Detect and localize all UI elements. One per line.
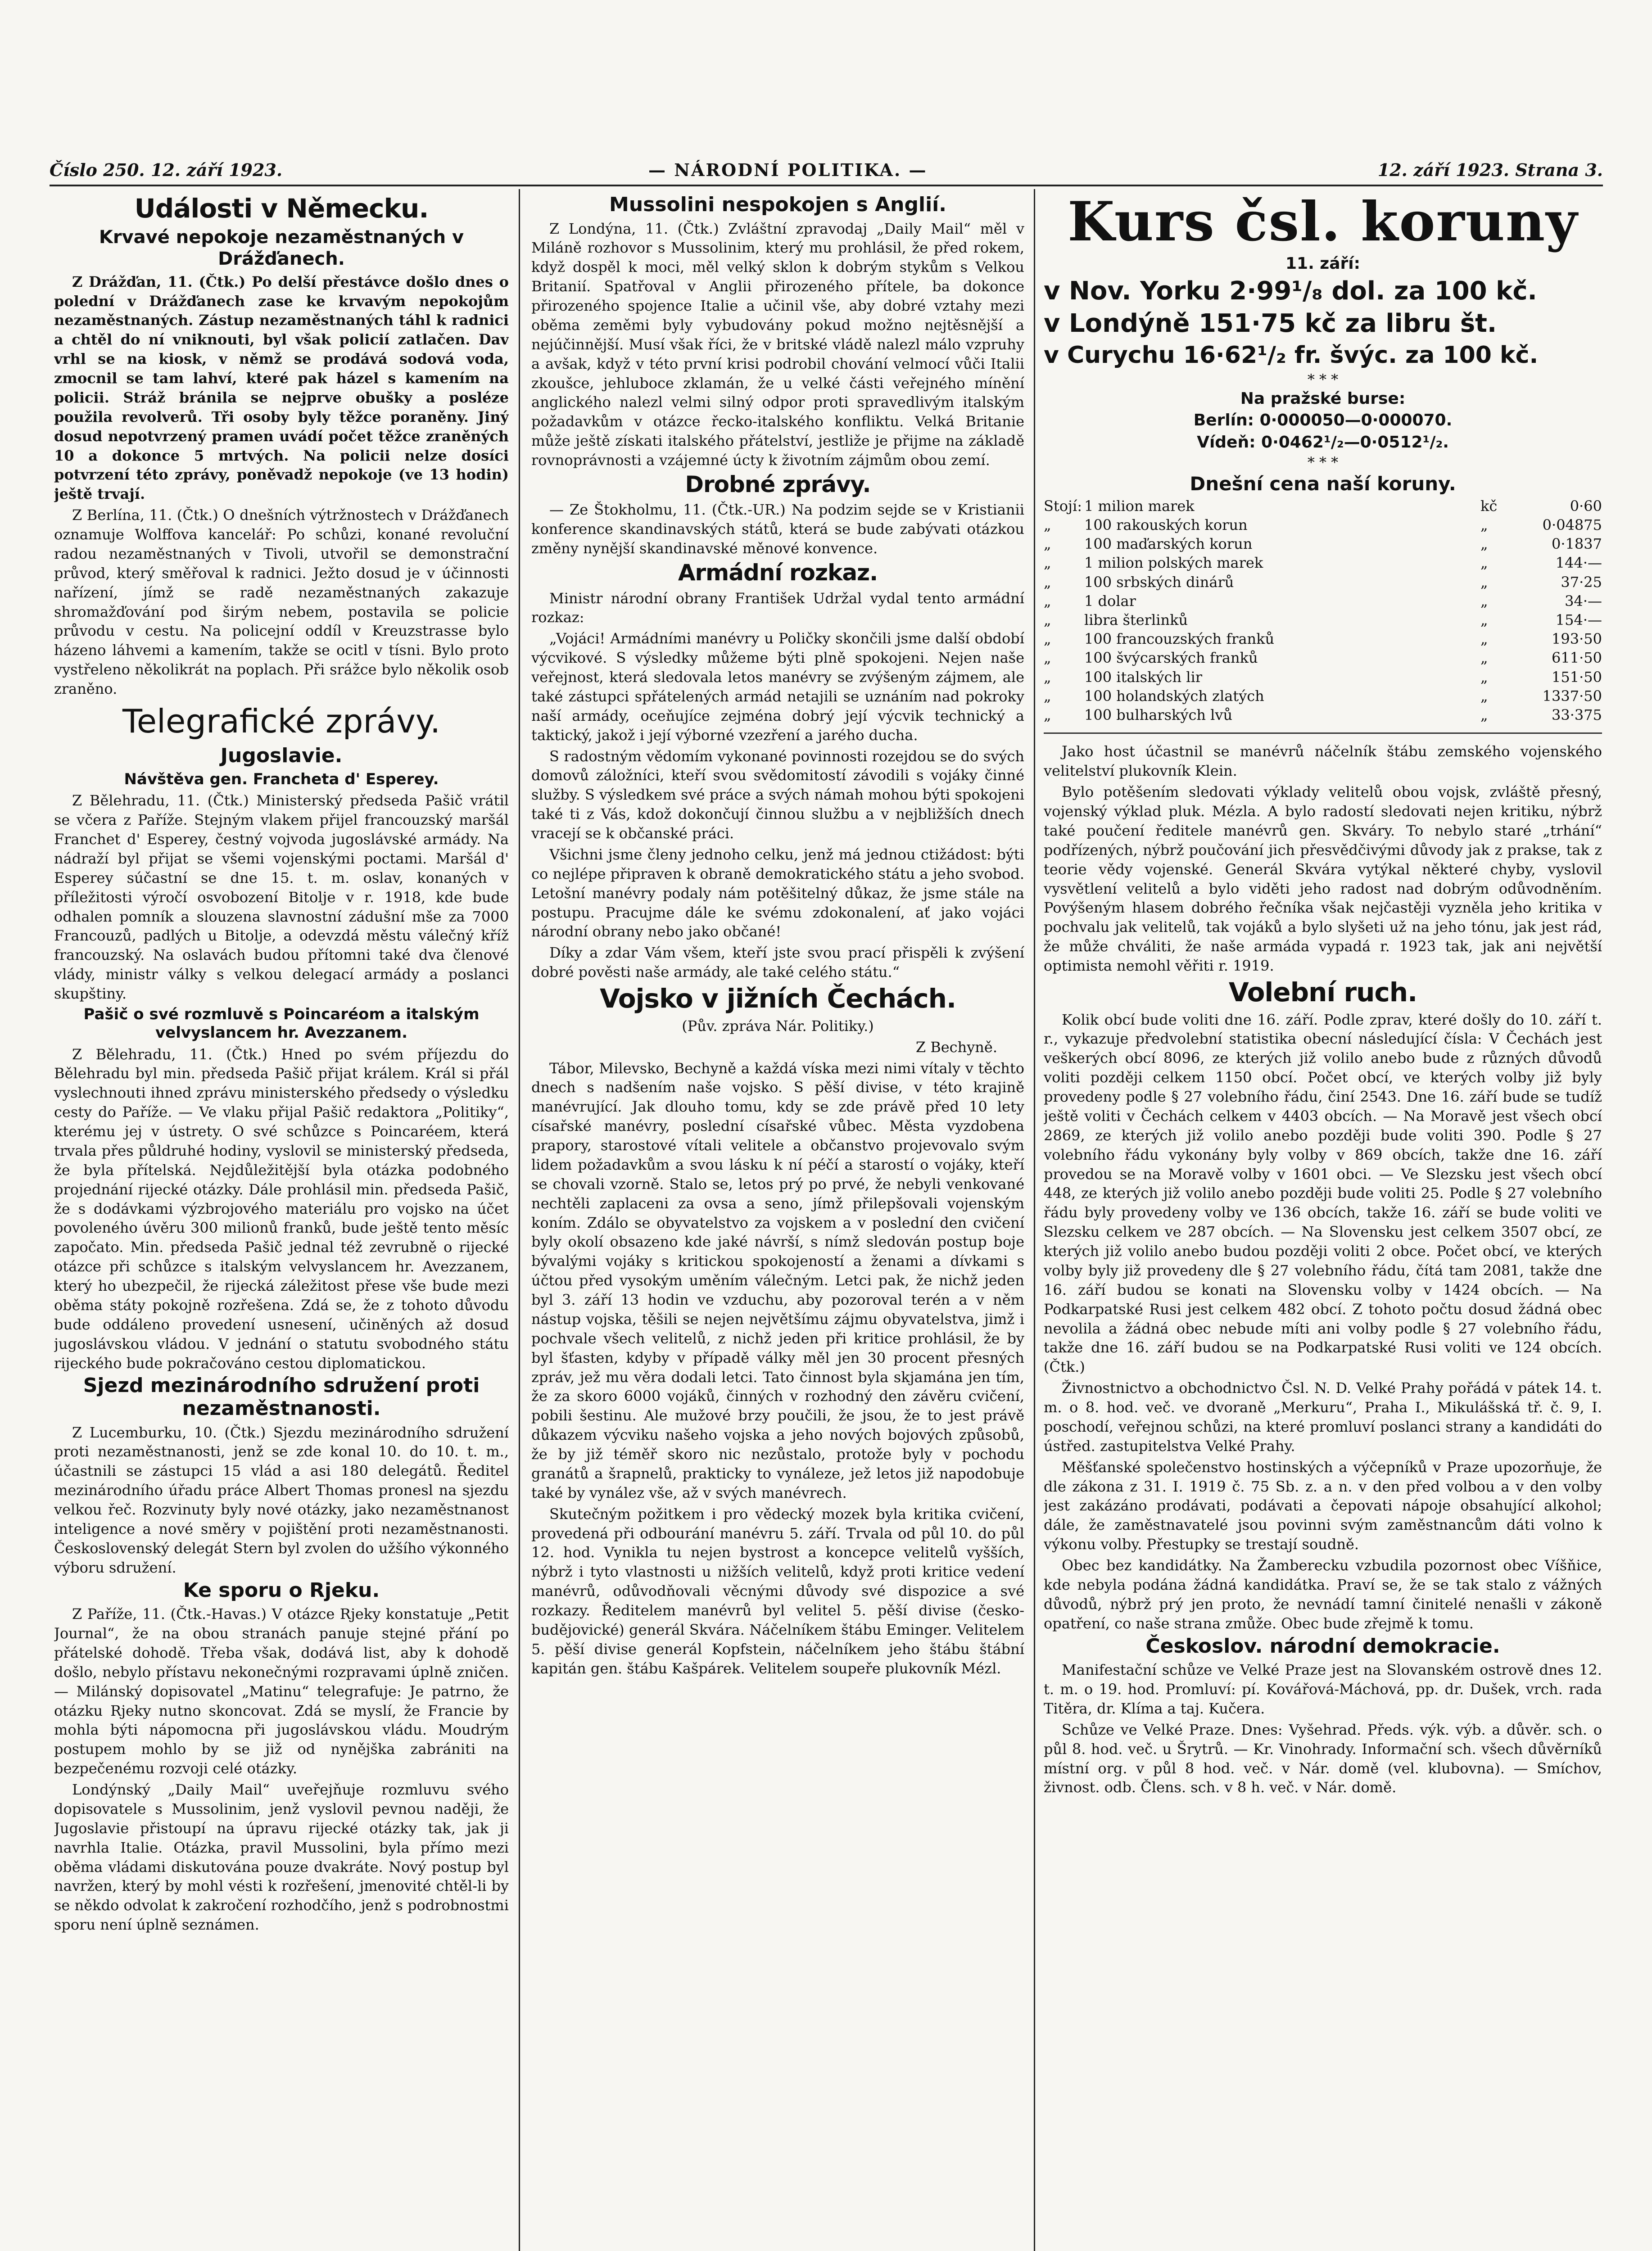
currency-label: 100 srbských dinárů [1084, 573, 1234, 591]
section-title: Telegrafické zprávy. [122, 702, 441, 740]
vienna-rate: Vídeň: 0·0462¹/₂—0·0512¹/₂. [1197, 433, 1449, 452]
currency-label: 100 rakouských korun [1084, 516, 1248, 533]
divider [1044, 732, 1602, 734]
article-source: (Pův. zpráva Nár. Politiky.) [682, 1017, 874, 1035]
currency-lead: „ [1044, 535, 1051, 553]
paragraph: Z Bělehradu, 11. (Čtk.) Hned po svém příjezdu do Bělehradu byl min. předseda Pašič přijat králem. Král si přál vyslechnouti ihned zprávu ministerského předsedy o výsledku cesty do Paříže. — Ve vlaku přijal Pašič redaktora „Politiky“, kterému jej v ústrety. O své schůzce s Poincaréem, která trvala přes půldruhé hodiny, vyslovil se ministerský předseda, že byla přítelská. Nejdůležitější byla otázka podobného projednání rijecké otázky. Dále prohlásil min. předseda Pašič, že s dodávkami výzbrojového materiálu pro vojsko na účet povoleného úvěru 300 milionů franků, bude ještě tento měsíc započato. Min. předseda Pašič jednal též zevrubně o rijecké otázce při schůzce s italským velvyslancem hr. Avezzanem, který ho ubezpečil, že rijecká záležitost přese vše bude mezi oběma státy pokojně rozřešena. Zdá se, že z tohoto důvodu bude oddáleno provedení usnesení, učiněných až dosud jugoslávskou vládou. V jednání o statutu svobodného státu rijeckého bude pokračováno cestou diplomatickou. [54, 1045, 509, 1372]
paragraph: Jako host účastnil se manévrů náčelník štábu zemského vojenského velitelství plukovník Klein. [1044, 743, 1602, 780]
rate-line: v Curychu 16·62¹/₂ fr. švýc. za 100 kč. [1044, 342, 1539, 369]
article-subhead: Pašič o své rozmluvě s Poincaréom a italským velvyslancem hr. Avezzanem. [83, 1005, 480, 1042]
currency-label: 1 dolar [1084, 592, 1136, 610]
currency-value: 611·50 [1552, 649, 1602, 667]
paragraph: Schůze ve Velké Praze. Dnes: Vyšehrad. Předs. výk. výb. a důvěr. sch. o půl 8. hod. več. u Šrytrů. — Kr. Vinohrady. Informační sch. všech důvěrníků místní org. v půl 8 hod. več. v Nár. domě (vel. klubovna). — Smíchov, živnost. odb. Člens. sch. v 8 h. več. v Nár. domě. [1044, 1721, 1602, 1796]
currency-value: 144·— [1555, 554, 1602, 572]
currency-row [1044, 687, 1602, 705]
currency-row [1044, 648, 1602, 667]
article-title: Volební ruch. [1228, 976, 1417, 1008]
currency-unit: „ [1480, 535, 1488, 553]
paragraph: Bylo potěšením sledovati výklady velitelů obou vojsk, zvláště přesný, vojenský výklad pluk. Mézla. A bylo radostí sledovati nejen kritiku, nýbrž také poučení ředitele manévrů gen. Skváry. To nebylo staré „trhání“ podřízených, nýbrž poučování jich přesvědčivými důvody jak z prakse, tak z teorie vědy vojenské. Generál Skvára vytýkal některé chyby, vyslovil vysvětlení velitelů a bylo viděti jeho radost nad dobrým odůvodněním. Povýšeným hlasem dobrého řečníka však nejčastěji vyzněla jeho kritika v pochvalu jak velitelů, tak vojáků a bylo slyšeti už na jeho tónu, jak jest rád, že může chváliti, že naše armáda vypadá r. 1923 tak, jak ani největší optimista nemohl věřiti r. 1919. [1044, 783, 1602, 974]
currency-unit: „ [1480, 592, 1488, 610]
column-1 [54, 194, 509, 2251]
currency-unit: „ [1480, 573, 1488, 591]
currency-row [1044, 534, 1602, 553]
column-rule-1 [519, 189, 520, 2251]
currency-unit: „ [1480, 516, 1488, 533]
paragraph: Skutečným požitkem i pro vědecký mozek byla kritika cvičení, provedená při odbourání manévru 5. září. Trvala od půl 10. do půl 12. hod. Vynikla tu nejen bystrost a koncepce velitelů vyšších, nýbrž i tyto vlastnosti u nižších velitelů, když proti kritice vedení manévrů, odůvodňovali věcnými důvody své dispozice a své rozkazy. Ředitelem manévrů byl velitel 5. pěší divise (česko-budějovické) generál Skvára. Náčelníkem štábu Eminger. Velitelem 5. pěší divise generál Kopfstein, náčelníkem jeho štábu štábní kapitán gen. štábu Kašpárek. Velitelem soupeře plukovník Mézl. [531, 1505, 1024, 1677]
exchange-rate-title: Kurs čsl. koruny [1068, 194, 1578, 253]
paragraph: Manifestační schůze ve Velké Praze jest na Slovanském ostrově dnes 12. t. m. o 19. hod. Promluví: pí. Kovářová-Máchová, pp. dr. Dušek, vrch. rada Titěra, dr. Klíma a taj. Kučera. [1044, 1661, 1602, 1717]
column-2 [531, 194, 1024, 2251]
currency-table [1044, 497, 1602, 725]
currency-row [1044, 515, 1602, 534]
article-title: Drobné zprávy. [685, 471, 871, 497]
currency-value: 33·375 [1552, 706, 1602, 724]
paragraph: Díky a zdar Vám všem, kteří jste svou prací přispěli k zvýšení dobré pověsti naše armády, ale také celého státu.“ [531, 944, 1024, 981]
page-info: 12. září 1923. Strana 3. [1377, 160, 1603, 180]
currency-value: 154·— [1555, 611, 1602, 628]
section-subtitle: Jugoslavie. [220, 744, 343, 767]
currency-label: 100 holandských zlatých [1084, 687, 1264, 705]
paragraph: Z Drážďan, 11. (Čtk.) Po delší přestávce došlo dnes o polední v Drážďanech zase ke krvavým nepokojům nezaměstnaných. Zástup nezaměstnaných táhl k radnici a chtěl do ní vniknouti, byl však policií zatlačen. Dav vrhl se na kiosk, v němž se prodává sodová voda, zmocnil se tam lahví, které pak házel s kamením na policii. Stráž bránila se nejprve obušky a posléze použila revolverů. Tři osoby byly těžce poraněny. Jiný dosud nepotvrzený pramen uvádí počet těžce zraněných 10 a dokonce 5 mrtvých. Na policii nelze dosíci potvrzení této zprávy, poněvadž nepokoje (ve 13 hodin) ještě trvají. [54, 273, 509, 503]
column-rule-2 [1034, 189, 1035, 2251]
currency-lead: „ [1044, 687, 1051, 705]
berlin-rate: Berlín: 0·000050—0·000070. [1193, 411, 1453, 430]
currency-row [1044, 610, 1602, 629]
masthead: — NÁRODNÍ POLITIKA. — [648, 160, 928, 180]
paragraph: Londýnský „Daily Mail“ uveřejňuje rozmluvu svého dopisovatele s Mussolinim, jenž vyslovil pevnou naději, že Jugoslavie přistoupí na úpravu rijecké otázky tak, jak ji navrhla Italie. Otázka, pravil Mussolini, byla přímo mezi oběma vládami diskutována pouze dvakráte. Nový postup byl navržen, který by mohl vésti k rozřešení, jmenovité chtěl-li by se někdo odvolat k zakročení rozhodčího, jenž s podrobnostmi sporu není úplně seznámen. [54, 1781, 509, 1934]
currency-lead: „ [1044, 516, 1051, 533]
currency-unit: „ [1480, 554, 1488, 572]
paragraph: S radostným vědomím vykonané povinnosti rozejdou se do svých domovů záložníci, kteří svou svědomitostí závodili s vojáky činné služby. S výsledkem své práce a svých námah mohou býti spokojeni také ti z Vás, kdož dokončují činnou službu a v nejbližších dnech vracejí se k občanské práci. [531, 747, 1024, 842]
currency-unit: „ [1480, 649, 1488, 667]
paragraph: Ministr národní obrany František Udržal vydal tento armádní rozkaz: [531, 589, 1024, 626]
article-subtitle: Krvavé nepokoje nezaměstnaných v Drážďanech. [99, 226, 464, 269]
currency-label: 100 maďarských korun [1084, 535, 1253, 553]
paragraph: Živnostnictvo a obchodnictvo Čsl. N. D. Velké Prahy pořádá v pátek 14. t. m. o 8. hod. več. ve dvoraně „Merkuru“, Praha I., Mikulášská tř. č. 9, I. poschodí, veřejnou schůzi, na které promluví poslanci strany a kandidáti do ústřed. zastupitelstva Velké Prahy. [1044, 1379, 1602, 1455]
currency-row [1044, 705, 1602, 724]
article-title: Události v Německu. [134, 194, 429, 224]
divider-stars: * * * [1307, 453, 1339, 471]
currency-lead: „ [1044, 573, 1051, 591]
article-title: Mussolini nespokojen s Anglií. [609, 194, 946, 216]
paragraph: Z Londýna, 11. (Čtk.) Zvláštní zpravodaj „Daily Mail“ měl v Miláně rozhovor s Mussolinim, který mu prohlásil, že před rokem, když dospěl k moci, měl velký sklon k dobrým stykům s Velkou Britanií. Spatřoval v Anglii přirozeného přítele, ba dokonce přirozeného spojence Italie a učinil vše, aby dobré vztahy mezi oběma zeměmi byly vybudovány pokud možno nejtěsnější a nejúčinnější. Musí však říci, že v britské vládě nalezl málo vzpruhy a avšak, když v této první krisi podrobil chování velmocí vůči Italii zkoušce, jehluboce zklamán, že u velké části veřejného mínění anglického nalezl velmi silný odpor proti spravedlivým italským požadavkům v otázce řecko-italského konfliktu. Velká Britanie může ještě získati italského přátelství, jestliže je přijme na základě rovnoprávnosti a vzájemné úcty k životním zájmům obou zemí. [531, 220, 1024, 469]
currency-row [1044, 592, 1602, 610]
currency-unit: „ [1480, 687, 1488, 705]
currency-unit: „ [1480, 668, 1488, 686]
currency-row [1044, 553, 1602, 572]
currency-unit: kč [1480, 497, 1498, 515]
article-title: Armádní rozkaz. [678, 560, 878, 586]
paragraph: Z Bělehradu, 11. (Čtk.) Ministerský předseda Pašič vrátil se včera z Paříže. Stejným vlakem přijel francouzský maršál Franchet d' Esperey, čestný vojvoda jugoslávské armády. Na nádraží byl přijat se všemi vojenskými poctami. Maršál d' Esperey súčastní se dne 15. t. m. oslav, konaných v příležitosti výročí osvobození Bitolje v r. 1918, kde bude odhalen pomník a slouzena slavnostní zádušní mše za 7000 Francouzů, padlých u Bitolje, a odevzdá městu válečný kříž francouzský. Na oslavách budou přítomni také dva členové vlády, ministr války s velkou delegací armády a poslanci skupštiny. [54, 792, 509, 1003]
paragraph: Obec bez kandidátky. Na Žamberecku vzbudila pozornost obec Víšňice, kde nebyla podána žádná kandidátka. Praví se, že se tak stalo z vážných důvodů, nýbrž prý jen proto, že nevnádí tamní činitelé nenašli v zákoně opatření, co naše strana zmůže. Obec bude zřejmě k tomu. [1044, 1557, 1602, 1632]
currency-row [1044, 497, 1602, 515]
paragraph: Měšťanské společenstvo hostinských a výčepníků v Praze upozorňuje, že dle zákona z 31. I. 1919 č. 75 Sb. z. a n. v den před volbou a v den volby jest zakázáno prodávati, podávati a čepovati nápoje obsahující alkohol; dále, že zaměstnavatelé jsou povinni svým zaměstnancům dáti volno k výkonu volby. Přestupky se trestají soudně. [1044, 1458, 1602, 1553]
issue-info: Číslo 250. 12. září 1923. [50, 160, 283, 180]
currency-lead: „ [1044, 554, 1051, 572]
header-rule [50, 185, 1603, 186]
currency-label: 100 francouzských franků [1084, 630, 1275, 648]
currency-value: 37·25 [1561, 573, 1602, 591]
currency-value: 34·— [1565, 592, 1602, 610]
rate-line: v Londýně 151·75 kč za libru št. [1044, 309, 1497, 339]
currency-lead: „ [1044, 706, 1051, 724]
article-title: Vojsko v jižních Čechách. [600, 983, 956, 1014]
currency-row [1044, 629, 1602, 648]
paragraph: Tábor, Milevsko, Bechyně a každá víska mezi nimi vítaly v těchto dnech s nadšením naše vojsko. S pěší divise, v této krajině manévrující. Jak dlouho tomu, kdy se zde právě před 10 lety císařské manévry, poslední císařské vůbec. Města vyzdobena prapory, starostové vítali velitele a občanstvo projevovalo svým lidem požadavkům a svou lásku k ní péčí a starostí o vojáky, kteří se chovali vzorně. Stalo se, letos prý po prvé, že nebyli venkované nechtěli zaplaceni za ovsa a seno, jímž přilepšovali vojenským koním. Zdálo se obyvatelstvo za vojskem a v poslední den cvičení byly okolí obsazeno kde jaké návrší, s nímž sledován postup boje bývalými vojáky s kritickou spokojeností a ženami a dívkami s účtou před vysokým uměním válečným. Letci pak, že nichž jeden byl 3. září 13 hodin ve vzduchu, aby pozoroval terén a v něm nástup vojska, těšili se nejen největšímu zájmu obyvatelstva, jimž i pochvale všech velitelů, z nichž jeden při kritice prohlásil, že by byl šťasten, kdyby v případě války měl jen 30 procent přesných zpráv, jež mu věra dodali letci. Tato činnost byla skjamána jen tím, že za skoro 6000 vojáků, činných v rozhodný den závěru cvičení, pobili šestinu. Ale mužové brzy poučili, že jsou, že to jest právě důkazem výcviku našeho vojska a jeho nových bojových způsobů, že by již téměř skoro nic nezůstalo, protože byly v pochodu granátů a šrapnelů, prakticky to vynáleze, jež letos již napodobuje také by vynález vše, až v svých manévrech. [531, 1059, 1024, 1501]
currency-label: 1 milion polských marek [1084, 554, 1263, 572]
currency-row [1044, 668, 1602, 687]
currency-label: libra šterlinků [1084, 611, 1188, 628]
currency-unit: „ [1480, 611, 1488, 628]
paragraph: „Vojáci! Armádními manévry u Poličky skončili jsme další období výcvikové. S výsledky můžeme býti plně spokojeni. Nejen naše veřejnost, která sledovala letos manévry se zvýšeným zájmem, ale také zástupci spřátelených armád netajili se uznáním nad pokroky naší armády, oceňujíce zejména dobrý její výcvik technický a taktický, jakož i její výborné vzezření a jarého ducha. [531, 630, 1024, 744]
currency-unit: „ [1480, 706, 1488, 724]
currency-label: 100 bulharských lvů [1084, 706, 1233, 724]
paragraph: Všichni jsme členy jednoho celku, jenž má jednou ctižádost: býti co nejlépe připraven k obraně demokratického státu a jeho svobod. Letošní manévry podaly nám potěšitelný důkaz, že jsme stále na postupu. Pracujme dále ke svému zdokonalení, ať jako vojáci národní obrany nebo jako občané! [531, 845, 1024, 940]
currency-value: 0·1837 [1552, 535, 1602, 553]
dateline: Z Bechyně. [915, 1038, 997, 1056]
page-header [50, 160, 1603, 187]
currency-lead: „ [1044, 668, 1051, 686]
article-title: Sjezd mezinárodního sdružení proti nezaměstnanosti. [83, 1374, 480, 1420]
currency-value: 193·50 [1552, 630, 1602, 648]
divider-stars: * * * [1307, 371, 1339, 388]
paragraph: Z Paříže, 11. (Čtk.-Havas.) V otázce Rjeky konstatuje „Petit Journal“, že na obou stranách panuje stejné přání po přátelské dohodě. Třeba však, dodává list, aby k dohodě došlo, nebylo přístavu nekonečnými rozpravami úplně zničen. — Milánský dopisovatel „Matinu“ telegrafuje: Je patrno, že otázku Rjeky nutno skoncovat. Zdá se myslí, že Francie by mohla býti nápomocna při jugoslávskou vládu. Moudrým postupem mohlo by se již od nynějška zabrániti na bezpečenému rozvoji celé otázky. [54, 1605, 509, 1777]
currency-label: 100 švýcarských franků [1084, 649, 1258, 667]
article-title: Ke sporu o Rjeku. [183, 1578, 380, 1602]
currency-label: 100 italských lir [1084, 668, 1203, 686]
currency-lead: „ [1044, 630, 1051, 648]
paragraph: Z Lucemburku, 10. (Čtk.) Sjezdu mezinárodního sdružení proti nezaměstnanosti, jenž se zde konal 10. do 10. t. m., účastnili se zástupci 15 vlád a asi 180 delegátů. Ředitel mezinárodního úřadu práce Albert Thomas pronesl na sjezdu velkou řeč. Rozvinuty byly nové otázky, jako nezaměstnanost inteligence a nové směry v pojištění proti nezaměstnanosti. Československý delegát Stern byl zvolen do užšího výkonného výboru sdružení. [54, 1424, 509, 1576]
currency-lead: „ [1044, 649, 1051, 667]
price-subhead: Dnešní cena naší koruny. [1190, 472, 1456, 495]
currency-lead: „ [1044, 611, 1051, 628]
currency-value: 1337·50 [1542, 687, 1602, 705]
article-title: Českoslov. národní demokracie. [1145, 1634, 1500, 1658]
currency-value: 151·50 [1552, 668, 1602, 686]
currency-value: 0·04875 [1542, 516, 1602, 533]
currency-label: 1 milion marek [1084, 497, 1195, 515]
exchange-subhead: Na pražské burse: [1240, 389, 1406, 408]
rate-line: v Nov. Yorku 2·99¹/₈ dol. za 100 kč. [1044, 276, 1537, 306]
column-3 [1044, 194, 1602, 2251]
currency-unit: „ [1480, 630, 1488, 648]
currency-lead: Stojí: [1044, 497, 1082, 515]
paragraph: Kolik obcí bude voliti dne 16. září. Podle zprav, které došly do 10. září t. r., vykazuje předvolební statistika obecní následující čísla: V Čechách jest veškerých obcí 8096, ze kterých již volilo anebo bude z různých důvodů voliti později celkem 1150 obcí. Počet obcí, ve kterých volby již byly provedeny podle § 27 volebního řádu, činí 2543. Dne 16. září bude se tudíž ještě voliti v Čechách celkem v 4403 obcích. — Na Moravě jest všech obcí 2869, ze kterých již volilo anebo později bude voliti 390. Podle § 27 volebního řádu vykonány byly volby v 869 obcích, takže dne 16. září provedou se na Moravě volby v 1601 obci. — Ve Slezsku jest všech obcí 448, ze kterých již volilo anebo později bude voliti 25. Podle § 27 volebního řádu byly provedeny volby ve 136 obcích, takže 16. září se bude voliti ve Slezsku celkem ve 287 obcích. — Na Slovensku jest celkem 3507 obcí, ze kterých již volilo anebo budou později voliti 2 obce. Počet obcí, ve kterých volby byly již provedeny dle § 27 volebního řádu, čítá tam 2081, takže dne 16. září budou se konati na Slovensku volby v 1424 obcích. — Na Podkarpatské Rusi jest celkem 482 obcí. Z tohoto počtu dosud žádná obec nevolila a žádná obec nebude míti ani volby podle § 27 volebního řádu, takže dne 16. září budou se na Podkarpatské Rusi voliti ve 124 obcích. (Čtk.) [1044, 1011, 1602, 1376]
currency-row [1044, 573, 1602, 592]
exchange-date: 11. září: [1285, 254, 1361, 273]
article-subhead: Návštěva gen. Francheta d' Esperey. [124, 770, 439, 788]
currency-value: 0·60 [1570, 497, 1602, 515]
paragraph: Z Berlína, 11. (Čtk.) O dnešních výtržnostech v Drážďanech oznamuje Wolffova kancelář: Po schůzi, konané revoluční radou nezaměstnaných v Tivoli, utvořil se demonstrační průvod, který směřoval k radnici. Ježto dosud je v účinnosti nařízení, jímž se radě nezaměstnaných zakazuje shromažďování pod širým nebem, postavila se policie průvodu v cestu. Na policejní oddíl v Kreuzstrasse bylo házeno láhvemi a kamením, takže se ocitl v tísni. Bylo proto vystřeleno několikrát na poplach. Při srážce bylo několik osob zraněno. [54, 506, 509, 698]
paragraph: — Ze Štokholmu, 11. (Čtk.-UR.) Na podzim sejde se v Kristianii konference skandinavských států, která se bude zabývati otázkou změny nynější skandinavské měnové konvence. [531, 501, 1024, 557]
currency-lead: „ [1044, 592, 1051, 610]
